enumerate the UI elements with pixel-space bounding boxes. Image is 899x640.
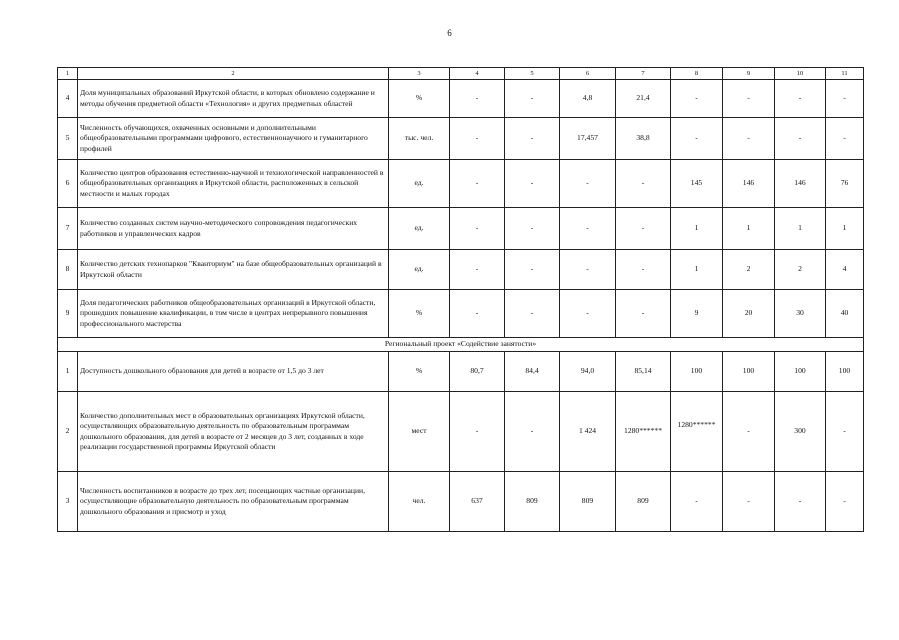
value-cell: -	[616, 208, 671, 250]
indicator-name: Количество детских технопарков "Кванториум" на базе общеобразовательных организаций в Иркутской области	[78, 250, 389, 290]
table-row	[58, 118, 864, 160]
value-cell: 100	[723, 352, 775, 392]
header-cell: 1	[58, 68, 78, 80]
value-cell: 20	[723, 290, 775, 338]
unit-cell: чел.	[389, 472, 450, 532]
value-cell: 300	[775, 392, 826, 472]
table-row	[58, 160, 864, 208]
indicator-name: Доступность дошкольного образования для детей в возрасте от 1,5 до 3 лет	[78, 352, 389, 392]
value-cell: 4,8	[560, 80, 616, 118]
header-cell: 11	[826, 68, 864, 80]
indicator-name: Доля муниципальных образований Иркутской области, в которых обновлено содержание и методы обучения предметной области «Технология» и других предметных областей	[78, 80, 389, 118]
row-number: 4	[58, 80, 78, 118]
value-cell: -	[450, 80, 505, 118]
header-cell: 4	[450, 68, 505, 80]
value-cell: 146	[775, 160, 826, 208]
value-cell: 100	[826, 352, 864, 392]
value-cell: 4	[826, 250, 864, 290]
row-number: 3	[58, 472, 78, 532]
table-row	[58, 290, 864, 338]
indicator-name: Количество центров образования естественно-научной и технологической направленностей в общеобразовательных организациях в Иркутской области, расположенных в сельской местности и малых городах	[78, 160, 389, 208]
value-cell: -	[505, 80, 560, 118]
value-cell: 30	[775, 290, 826, 338]
table-row	[58, 80, 864, 118]
value-cell: -	[450, 160, 505, 208]
value-cell: 94,0	[560, 352, 616, 392]
value-cell: -	[616, 290, 671, 338]
value-cell: 84,4	[505, 352, 560, 392]
value-cell: -	[450, 392, 505, 472]
value-cell: -	[505, 250, 560, 290]
value-cell: -	[826, 118, 864, 160]
value-cell: -	[723, 80, 775, 118]
value-cell: 9	[671, 290, 723, 338]
unit-cell: тыс. чел.	[389, 118, 450, 160]
value-cell: 1280******	[671, 392, 723, 472]
value-cell: 2	[723, 250, 775, 290]
value-cell: 1	[671, 250, 723, 290]
row-number: 8	[58, 250, 78, 290]
value-cell: 80,7	[450, 352, 505, 392]
value-cell: -	[826, 80, 864, 118]
value-cell: -	[671, 472, 723, 532]
value-cell: 100	[671, 352, 723, 392]
indicator-name: Доля педагогических работников общеобразовательных организаций в Иркутской области, прошедших повышение квалификации, в том числе в центрах непрерывного повышения профессионального мастерства	[78, 290, 389, 338]
value-cell: -	[775, 80, 826, 118]
value-cell: -	[450, 290, 505, 338]
value-cell: -	[560, 160, 616, 208]
value-cell: -	[450, 208, 505, 250]
value-cell: 809	[616, 472, 671, 532]
value-cell: -	[671, 80, 723, 118]
table-row	[58, 352, 864, 392]
header-cell: 8	[671, 68, 723, 80]
table-row	[58, 472, 864, 532]
value-cell: -	[560, 208, 616, 250]
value-cell: 2	[775, 250, 826, 290]
value-cell: -	[505, 160, 560, 208]
value-cell: 637	[450, 472, 505, 532]
unit-cell: ед.	[389, 250, 450, 290]
unit-cell: ед.	[389, 208, 450, 250]
value-cell: 1	[723, 208, 775, 250]
value-cell: -	[723, 392, 775, 472]
value-cell: 85,14	[616, 352, 671, 392]
value-cell: -	[616, 250, 671, 290]
value-cell: -	[826, 392, 864, 472]
unit-cell: %	[389, 290, 450, 338]
value-cell: 809	[505, 472, 560, 532]
column-number-row	[58, 68, 864, 80]
page-number: 6	[447, 28, 452, 38]
value-cell: -	[505, 290, 560, 338]
unit-cell: ед.	[389, 160, 450, 208]
value-cell: 21,4	[616, 80, 671, 118]
value-cell: 1	[671, 208, 723, 250]
unit-cell: %	[389, 80, 450, 118]
indicator-name: Количество дополнительных мест в образовательных организациях Иркутской области, осуществляющих образовательную деятельность по образовательным программам дошкольного образования, для детей в возрасте от 2 месяцев до 3 лет, созданных в ходе реализации государственной программы Иркутской области	[78, 392, 389, 472]
value-cell: 1 424	[560, 392, 616, 472]
value-cell: -	[505, 392, 560, 472]
table-row	[58, 392, 864, 472]
header-cell: 5	[505, 68, 560, 80]
row-number: 7	[58, 208, 78, 250]
header-cell: 9	[723, 68, 775, 80]
value-cell: 1	[775, 208, 826, 250]
value-cell: -	[616, 160, 671, 208]
header-cell: 7	[616, 68, 671, 80]
unit-cell: мест	[389, 392, 450, 472]
header-cell: 6	[560, 68, 616, 80]
header-cell: 2	[78, 68, 389, 80]
value-cell: -	[505, 118, 560, 160]
value-cell: -	[723, 472, 775, 532]
value-cell: -	[775, 472, 826, 532]
value-cell: 809	[560, 472, 616, 532]
value-cell: 40	[826, 290, 864, 338]
indicator-name: Количество созданных систем научно-методического сопровождения педагогических работников и управленческих кадров	[78, 208, 389, 250]
section-row	[58, 338, 864, 352]
value-cell: -	[450, 250, 505, 290]
value-cell: 100	[775, 352, 826, 392]
section-title: Региональный проект «Содействие занятости»	[58, 338, 864, 352]
value-cell: 146	[723, 160, 775, 208]
indicator-name: Численность воспитанников в возрасте до трех лет, посещающих частные организации, осуществляющие образовательную деятельность по образовательным программам дошкольного образования и присмотр и уход	[78, 472, 389, 532]
unit-cell: %	[389, 352, 450, 392]
table-row	[58, 250, 864, 290]
value-cell: 1280******	[616, 392, 671, 472]
value-cell: -	[826, 472, 864, 532]
header-cell: 10	[775, 68, 826, 80]
value-cell: -	[505, 208, 560, 250]
value-cell: 76	[826, 160, 864, 208]
value-cell: -	[671, 118, 723, 160]
row-number: 9	[58, 290, 78, 338]
row-number: 5	[58, 118, 78, 160]
row-number: 1	[58, 352, 78, 392]
row-number: 6	[58, 160, 78, 208]
value-cell: -	[450, 118, 505, 160]
value-cell: 17,457	[560, 118, 616, 160]
table-row	[58, 208, 864, 250]
header-cell: 3	[389, 68, 450, 80]
row-number: 2	[58, 392, 78, 472]
value-cell: -	[775, 118, 826, 160]
indicator-name: Численность обучающихся, охваченных основными и дополнительными общеобразовательными программами цифрового, естественнонаучного и гуманитарного профилей	[78, 118, 389, 160]
value-cell: 1	[826, 208, 864, 250]
value-cell: -	[560, 290, 616, 338]
value-cell: 38,8	[616, 118, 671, 160]
indicators-table	[57, 67, 864, 532]
value-cell: 145	[671, 160, 723, 208]
value-cell: -	[560, 250, 616, 290]
value-cell: -	[723, 118, 775, 160]
